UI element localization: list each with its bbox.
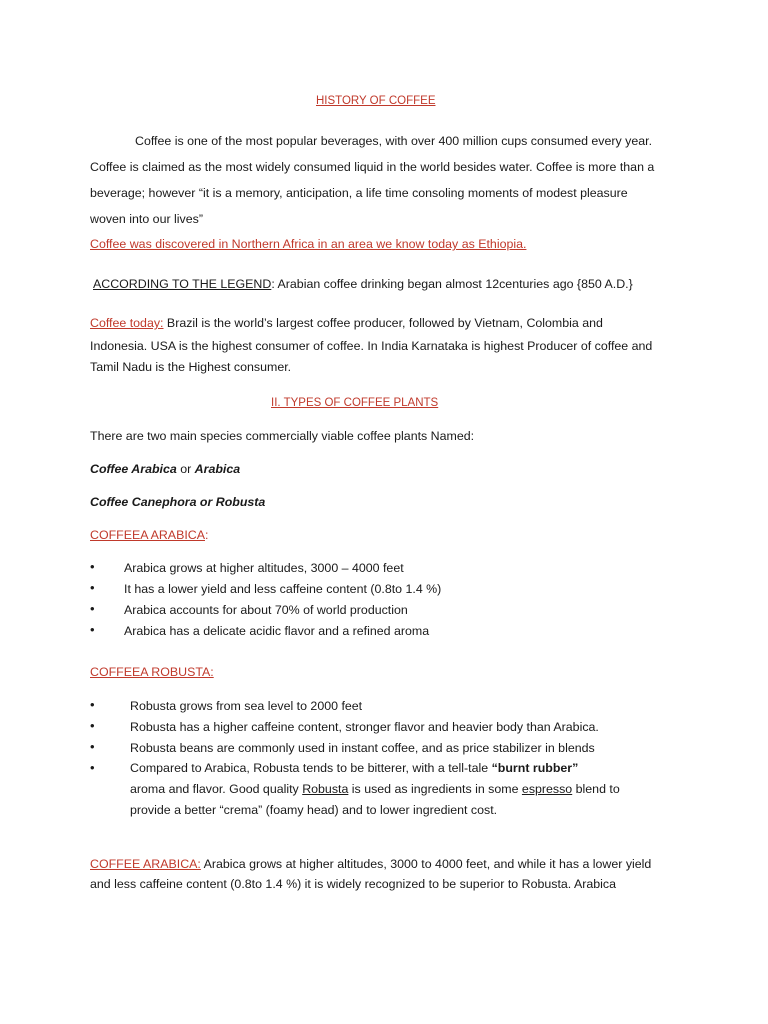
discovered-note: Coffee was discovered in Northern Africa in an area we know today as Ethiopia. [90,237,527,251]
list-item: Robusta has a higher caffeine content, stronger flavor and heavier body than Arabica. [130,720,599,734]
robusta-b4-text-2c: blend to [572,782,620,796]
robusta-b4-text: Compared to Arabica, Robusta tends to be bitterer, with a tell-tale [130,761,492,775]
species-1 [90,462,240,476]
bullet-icon: • [90,739,95,754]
list-item: It has a lower yield and less caffeine content (0.8to 1.4 %) [124,582,442,596]
robusta-term: Robusta [302,782,349,796]
bullet-icon: • [90,718,95,733]
bullet-icon: • [90,580,95,595]
legend-line [93,277,633,291]
legend-label: ACCORDING TO THE LEGEND [93,277,272,291]
final-label: COFFEE ARABICA: [90,857,201,871]
intro-line-2: Coffee is claimed as the most widely consumed liquid in the world besides water. Coffee is more than a [90,160,655,174]
page-title: HISTORY OF COFFEE [316,95,436,107]
bullet-icon: • [90,760,95,775]
list-item: Robusta beans are commonly used in instant coffee, and as price stabilizer in blends [130,741,595,755]
list-item-continued: provide a better “crema” (foamy head) and to lower ingredient cost. [130,803,498,817]
robusta-b4-text-2b: is used as ingredients in some [348,782,522,796]
today-line-2: Indonesia. USA is the highest consumer of coffee. In India Karnataka is highest Producer of coffee and [90,339,653,353]
species1-alt: Arabica [194,462,241,476]
list-item: Arabica grows at higher altitudes, 3000 – 4000 feet [124,561,404,575]
legend-text: : Arabian coffee drinking began almost 12centuries ago {850 A.D.} [271,277,633,291]
bullet-icon: • [90,559,95,574]
espresso-term: espresso [521,782,573,796]
bullet-icon: • [90,697,95,712]
species-intro: There are two main species commercially viable coffee plants Named: [90,429,475,443]
intro-line-1: Coffee is one of the most popular beverages, with over 400 million cups consumed every year. [135,134,653,148]
today-line-1 [90,316,603,330]
species-2: Coffee Canephora or Robusta [90,495,266,509]
arabica-colon: : [205,528,209,542]
today-line-3: Tamil Nadu is the Highest consumer. [90,360,292,374]
list-item: Robusta grows from sea level to 2000 feet [130,699,363,713]
species1-or: or [176,462,195,476]
list-item: Arabica accounts for about 70% of world production [124,603,408,617]
bullet-icon: • [90,622,95,637]
final-line-1 [90,857,651,871]
bullet-icon: • [90,601,95,616]
arabica-heading-line [90,528,208,542]
today-text-1: Brazil is the world’s largest coffee producer, followed by Vietnam, Colombia and [163,316,603,330]
species1-name: Coffee Arabica [90,462,177,476]
robusta-heading: COFFEEA ROBUSTA: [90,665,214,679]
arabica-heading: COFFEEA ARABICA [90,528,205,542]
final-line-2: and less caffeine content (0.8to 1.4 %) it is widely recognized to be superior to Robusta. Arabica [90,877,616,891]
intro-line-3: beverage; however “it is a memory, anticipation, a life time consoling moments of modest pleasure [90,186,628,200]
today-label: Coffee today: [90,316,164,330]
intro-line-4: woven into our lives” [90,212,203,226]
section2-title: II. TYPES OF COFFEE PLANTS [271,397,439,409]
burnt-rubber-emphasis: “burnt rubber” [491,761,579,775]
list-item-continued [130,782,620,796]
final-text-1: Arabica grows at higher altitudes, 3000 to 4000 feet, and while it has a lower yield [200,857,652,871]
list-item: Arabica has a delicate acidic flavor and a refined aroma [124,624,430,638]
list-item [130,761,578,775]
robusta-b4-text-2a: aroma and flavor. Good quality [130,782,303,796]
